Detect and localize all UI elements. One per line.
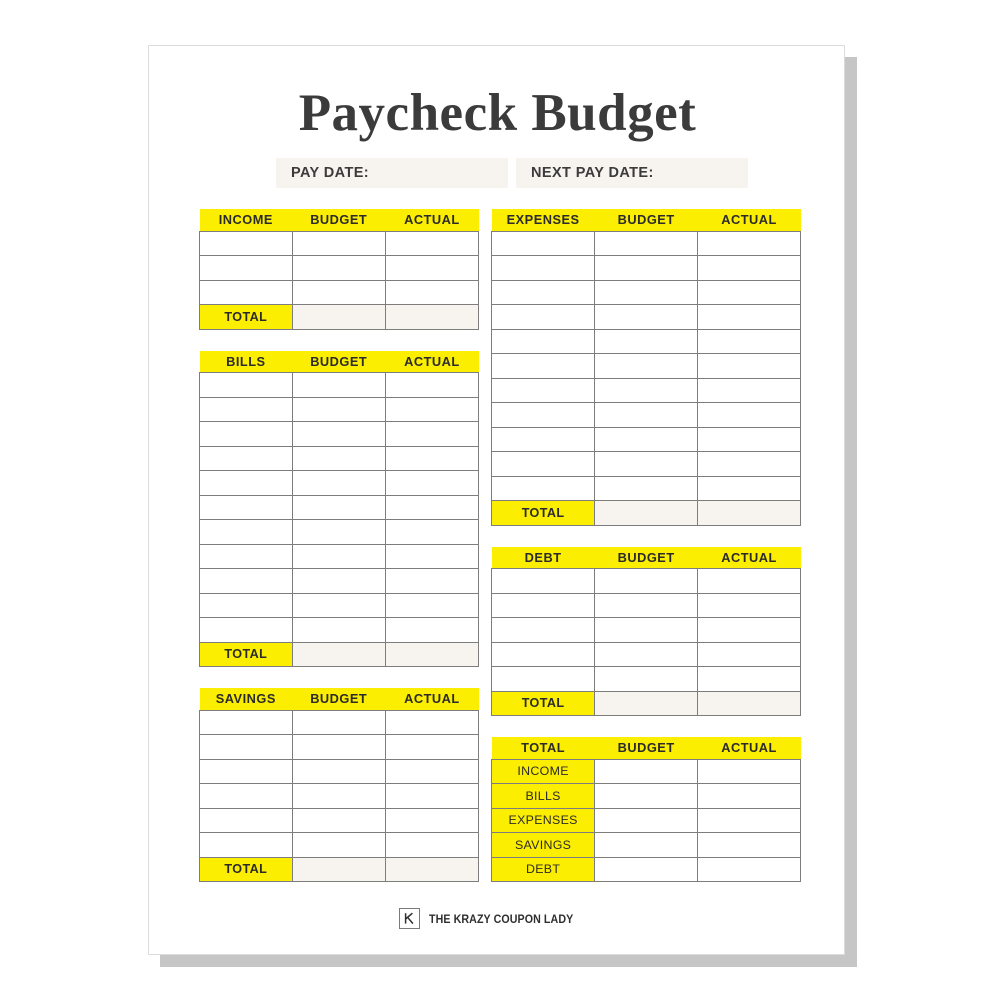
page-title: Paycheck Budget	[298, 84, 697, 142]
debt-total-actual-cell[interactable]	[698, 691, 801, 716]
table-row	[200, 759, 479, 784]
table-row	[492, 427, 801, 452]
summary-actual-cell[interactable]	[698, 857, 801, 882]
summary-budget-cell[interactable]	[595, 808, 698, 833]
bills-budget-cell[interactable]	[292, 544, 385, 569]
table-row	[492, 759, 801, 784]
savings-budget-cell[interactable]	[292, 759, 385, 784]
summary-actual-cell[interactable]	[698, 808, 801, 833]
expenses-actual-cell[interactable]	[698, 354, 801, 379]
summary-budget-cell[interactable]	[595, 857, 698, 882]
expenses-budget-cell[interactable]	[595, 256, 698, 281]
summary-table-header-row	[492, 737, 801, 759]
table-row	[492, 378, 801, 403]
table-row	[492, 784, 801, 809]
bills-total-budget-cell[interactable]	[292, 642, 385, 667]
expenses-category-cell[interactable]	[492, 476, 595, 501]
savings-actual-cell[interactable]	[385, 784, 478, 809]
table-row	[492, 642, 801, 667]
bills-table-header-budget: BUDGET	[292, 351, 385, 373]
table-row	[200, 256, 479, 281]
bills-actual-cell[interactable]	[385, 618, 478, 643]
expenses-category-cell[interactable]	[492, 427, 595, 452]
table-row	[492, 667, 801, 692]
bills-actual-cell[interactable]	[385, 471, 478, 496]
table-row	[200, 808, 479, 833]
debt-category-cell[interactable]	[492, 667, 595, 692]
income-total-label: TOTAL	[200, 305, 293, 330]
bills-category-cell[interactable]	[200, 520, 293, 545]
bills-table-header-category: BILLS	[200, 351, 293, 373]
expenses-budget-cell[interactable]	[595, 354, 698, 379]
income-budget-cell[interactable]	[292, 256, 385, 281]
savings-total-budget-cell[interactable]	[292, 857, 385, 882]
table-row	[200, 784, 479, 809]
income-category-cell[interactable]	[200, 231, 293, 256]
savings-actual-cell[interactable]	[385, 833, 478, 858]
bills-category-cell[interactable]	[200, 422, 293, 447]
bills-table	[199, 351, 479, 668]
bills-budget-cell[interactable]	[292, 422, 385, 447]
expenses-budget-cell[interactable]	[595, 403, 698, 428]
summary-actual-cell[interactable]	[698, 759, 801, 784]
expenses-actual-cell[interactable]	[698, 427, 801, 452]
table-row	[492, 857, 801, 882]
savings-total-row	[200, 857, 479, 882]
debt-budget-cell[interactable]	[595, 593, 698, 618]
bills-budget-cell[interactable]	[292, 569, 385, 594]
expenses-table-header-category: EXPENSES	[492, 209, 595, 231]
debt-category-cell[interactable]	[492, 642, 595, 667]
debt-table-header-category: DEBT	[492, 547, 595, 569]
summary-budget-cell[interactable]	[595, 784, 698, 809]
bills-budget-cell[interactable]	[292, 373, 385, 398]
savings-category-cell[interactable]	[200, 833, 293, 858]
pay-date-label: PAY DATE:	[291, 165, 369, 181]
bills-category-cell[interactable]	[200, 593, 293, 618]
bills-actual-cell[interactable]	[385, 373, 478, 398]
table-row	[200, 446, 479, 471]
income-actual-cell[interactable]	[385, 231, 478, 256]
debt-total-label: TOTAL	[492, 691, 595, 716]
summary-table-body	[492, 759, 801, 882]
summary-row-label: BILLS	[492, 784, 595, 809]
savings-table-header-actual: ACTUAL	[385, 688, 478, 710]
income-total-row	[200, 305, 479, 330]
expenses-total-actual-cell[interactable]	[698, 501, 801, 526]
expenses-category-cell[interactable]	[492, 403, 595, 428]
expenses-budget-cell[interactable]	[595, 476, 698, 501]
bills-table-header-actual: ACTUAL	[385, 351, 478, 373]
income-table-footer	[200, 305, 479, 330]
bills-category-cell[interactable]	[200, 471, 293, 496]
debt-table-header-actual: ACTUAL	[698, 547, 801, 569]
savings-category-cell[interactable]	[200, 759, 293, 784]
footer-brand	[149, 908, 846, 929]
debt-actual-cell[interactable]	[698, 618, 801, 643]
table-row	[492, 476, 801, 501]
savings-actual-cell[interactable]	[385, 808, 478, 833]
savings-table-body	[200, 710, 479, 857]
table-row	[200, 710, 479, 735]
brand-name-text: THE KRAZY COUPON LADY	[428, 911, 573, 926]
summary-budget-cell[interactable]	[595, 833, 698, 858]
bills-category-cell[interactable]	[200, 446, 293, 471]
bills-actual-cell[interactable]	[385, 446, 478, 471]
debt-budget-cell[interactable]	[595, 642, 698, 667]
summary-table-header-budget: BUDGET	[595, 737, 698, 759]
debt-total-row	[492, 691, 801, 716]
bills-category-cell[interactable]	[200, 544, 293, 569]
table-row	[492, 354, 801, 379]
debt-actual-cell[interactable]	[698, 667, 801, 692]
table-row	[492, 833, 801, 858]
debt-category-cell[interactable]	[492, 618, 595, 643]
expenses-budget-cell[interactable]	[595, 280, 698, 305]
income-category-cell[interactable]	[200, 256, 293, 281]
income-table	[199, 209, 479, 330]
savings-budget-cell[interactable]	[292, 808, 385, 833]
bills-total-row	[200, 642, 479, 667]
table-row	[200, 422, 479, 447]
bills-actual-cell[interactable]	[385, 569, 478, 594]
expenses-table-header-row	[492, 209, 801, 231]
table-row	[492, 569, 801, 594]
summary-budget-cell[interactable]	[595, 759, 698, 784]
expenses-table-header-actual: ACTUAL	[698, 209, 801, 231]
savings-total-actual-cell[interactable]	[385, 857, 478, 882]
table-row	[200, 520, 479, 545]
left-table-column	[199, 209, 479, 903]
table-row	[200, 373, 479, 398]
bills-budget-cell[interactable]	[292, 495, 385, 520]
next-pay-date-label: NEXT PAY DATE:	[531, 165, 654, 181]
income-table-header-row	[200, 209, 479, 231]
debt-table-body	[492, 569, 801, 692]
table-row	[492, 231, 801, 256]
table-row	[492, 808, 801, 833]
savings-table-header-category: SAVINGS	[200, 688, 293, 710]
expenses-category-cell[interactable]	[492, 354, 595, 379]
savings-budget-cell[interactable]	[292, 833, 385, 858]
summary-row-label: SAVINGS	[492, 833, 595, 858]
debt-actual-cell[interactable]	[698, 593, 801, 618]
bills-budget-cell[interactable]	[292, 397, 385, 422]
debt-budget-cell[interactable]	[595, 569, 698, 594]
expenses-category-cell[interactable]	[492, 256, 595, 281]
bills-category-cell[interactable]	[200, 569, 293, 594]
bills-category-cell[interactable]	[200, 618, 293, 643]
bills-budget-cell[interactable]	[292, 618, 385, 643]
expenses-actual-cell[interactable]	[698, 256, 801, 281]
table-row	[200, 618, 479, 643]
bills-budget-cell[interactable]	[292, 593, 385, 618]
expenses-total-row	[492, 501, 801, 526]
savings-table	[199, 688, 479, 882]
bills-actual-cell[interactable]	[385, 397, 478, 422]
debt-budget-cell[interactable]	[595, 618, 698, 643]
expenses-actual-cell[interactable]	[698, 231, 801, 256]
expenses-actual-cell[interactable]	[698, 403, 801, 428]
date-fields-row	[276, 158, 748, 188]
next-pay-date-field[interactable]	[516, 158, 748, 188]
income-total-budget-cell[interactable]	[292, 305, 385, 330]
table-row	[200, 593, 479, 618]
debt-category-cell[interactable]	[492, 569, 595, 594]
table-row	[200, 471, 479, 496]
expenses-category-cell[interactable]	[492, 452, 595, 477]
savings-category-cell[interactable]	[200, 735, 293, 760]
expenses-category-cell[interactable]	[492, 329, 595, 354]
expenses-budget-cell[interactable]	[595, 452, 698, 477]
table-row	[492, 618, 801, 643]
expenses-actual-cell[interactable]	[698, 280, 801, 305]
expenses-table-footer	[492, 501, 801, 526]
expenses-actual-cell[interactable]	[698, 452, 801, 477]
bills-table-footer	[200, 642, 479, 667]
summary-actual-cell[interactable]	[698, 784, 801, 809]
printable-worksheet-page	[148, 45, 845, 955]
income-table-header-actual: ACTUAL	[385, 209, 478, 231]
bills-total-actual-cell[interactable]	[385, 642, 478, 667]
table-row	[200, 231, 479, 256]
bills-actual-cell[interactable]	[385, 422, 478, 447]
table-row	[492, 280, 801, 305]
bills-category-cell[interactable]	[200, 495, 293, 520]
debt-category-cell[interactable]	[492, 593, 595, 618]
summary-row-label: INCOME	[492, 759, 595, 784]
income-actual-cell[interactable]	[385, 256, 478, 281]
bills-table-body	[200, 373, 479, 643]
pay-date-field[interactable]	[276, 158, 508, 188]
debt-table	[491, 547, 801, 717]
savings-table-footer	[200, 857, 479, 882]
bills-category-cell[interactable]	[200, 373, 293, 398]
expenses-budget-cell[interactable]	[595, 427, 698, 452]
summary-table-header-total: TOTAL	[492, 737, 595, 759]
income-budget-cell[interactable]	[292, 280, 385, 305]
table-row	[200, 280, 479, 305]
krazy-coupon-lady-logo-icon	[399, 908, 420, 929]
expenses-category-cell[interactable]	[492, 378, 595, 403]
summary-total-table	[491, 737, 801, 882]
debt-table-header-row	[492, 547, 801, 569]
bills-table-header-row	[200, 351, 479, 373]
expenses-table-header-budget: BUDGET	[595, 209, 698, 231]
debt-budget-cell[interactable]	[595, 667, 698, 692]
debt-table-footer	[492, 691, 801, 716]
savings-actual-cell[interactable]	[385, 735, 478, 760]
income-total-actual-cell[interactable]	[385, 305, 478, 330]
savings-table-header-budget: BUDGET	[292, 688, 385, 710]
table-row	[492, 256, 801, 281]
bills-budget-cell[interactable]	[292, 471, 385, 496]
savings-budget-cell[interactable]	[292, 735, 385, 760]
table-row	[200, 397, 479, 422]
income-table-header-category: INCOME	[200, 209, 293, 231]
table-row	[200, 544, 479, 569]
expenses-actual-cell[interactable]	[698, 305, 801, 330]
bills-actual-cell[interactable]	[385, 520, 478, 545]
debt-actual-cell[interactable]	[698, 642, 801, 667]
debt-actual-cell[interactable]	[698, 569, 801, 594]
expenses-table-body	[492, 231, 801, 501]
expenses-total-label: TOTAL	[492, 501, 595, 526]
table-row	[492, 403, 801, 428]
summary-table-header-actual: ACTUAL	[698, 737, 801, 759]
expenses-actual-cell[interactable]	[698, 378, 801, 403]
income-actual-cell[interactable]	[385, 280, 478, 305]
income-category-cell[interactable]	[200, 280, 293, 305]
summary-actual-cell[interactable]	[698, 833, 801, 858]
debt-total-budget-cell[interactable]	[595, 691, 698, 716]
income-budget-cell[interactable]	[292, 231, 385, 256]
income-table-body	[200, 231, 479, 305]
bills-actual-cell[interactable]	[385, 495, 478, 520]
table-row	[492, 305, 801, 330]
expenses-table	[491, 209, 801, 526]
table-row	[492, 329, 801, 354]
summary-row-label: EXPENSES	[492, 808, 595, 833]
savings-category-cell[interactable]	[200, 784, 293, 809]
expenses-budget-cell[interactable]	[595, 378, 698, 403]
expenses-total-budget-cell[interactable]	[595, 501, 698, 526]
bills-actual-cell[interactable]	[385, 544, 478, 569]
savings-actual-cell[interactable]	[385, 710, 478, 735]
income-table-header-budget: BUDGET	[292, 209, 385, 231]
expenses-budget-cell[interactable]	[595, 329, 698, 354]
table-row	[200, 495, 479, 520]
savings-budget-cell[interactable]	[292, 710, 385, 735]
bills-category-cell[interactable]	[200, 397, 293, 422]
table-row	[492, 452, 801, 477]
debt-table-header-budget: BUDGET	[595, 547, 698, 569]
table-row	[200, 833, 479, 858]
expenses-actual-cell[interactable]	[698, 476, 801, 501]
table-row	[492, 593, 801, 618]
right-table-column	[491, 209, 801, 903]
bills-budget-cell[interactable]	[292, 446, 385, 471]
bills-total-label: TOTAL	[200, 642, 293, 667]
expenses-category-cell[interactable]	[492, 231, 595, 256]
bills-actual-cell[interactable]	[385, 593, 478, 618]
expenses-category-cell[interactable]	[492, 280, 595, 305]
expenses-category-cell[interactable]	[492, 305, 595, 330]
expenses-budget-cell[interactable]	[595, 231, 698, 256]
expenses-actual-cell[interactable]	[698, 329, 801, 354]
savings-total-label: TOTAL	[200, 857, 293, 882]
savings-category-cell[interactable]	[200, 808, 293, 833]
savings-category-cell[interactable]	[200, 710, 293, 735]
expenses-budget-cell[interactable]	[595, 305, 698, 330]
savings-budget-cell[interactable]	[292, 784, 385, 809]
savings-actual-cell[interactable]	[385, 759, 478, 784]
summary-row-label: DEBT	[492, 857, 595, 882]
table-row	[200, 735, 479, 760]
bills-budget-cell[interactable]	[292, 520, 385, 545]
table-row	[200, 569, 479, 594]
savings-table-header-row	[200, 688, 479, 710]
